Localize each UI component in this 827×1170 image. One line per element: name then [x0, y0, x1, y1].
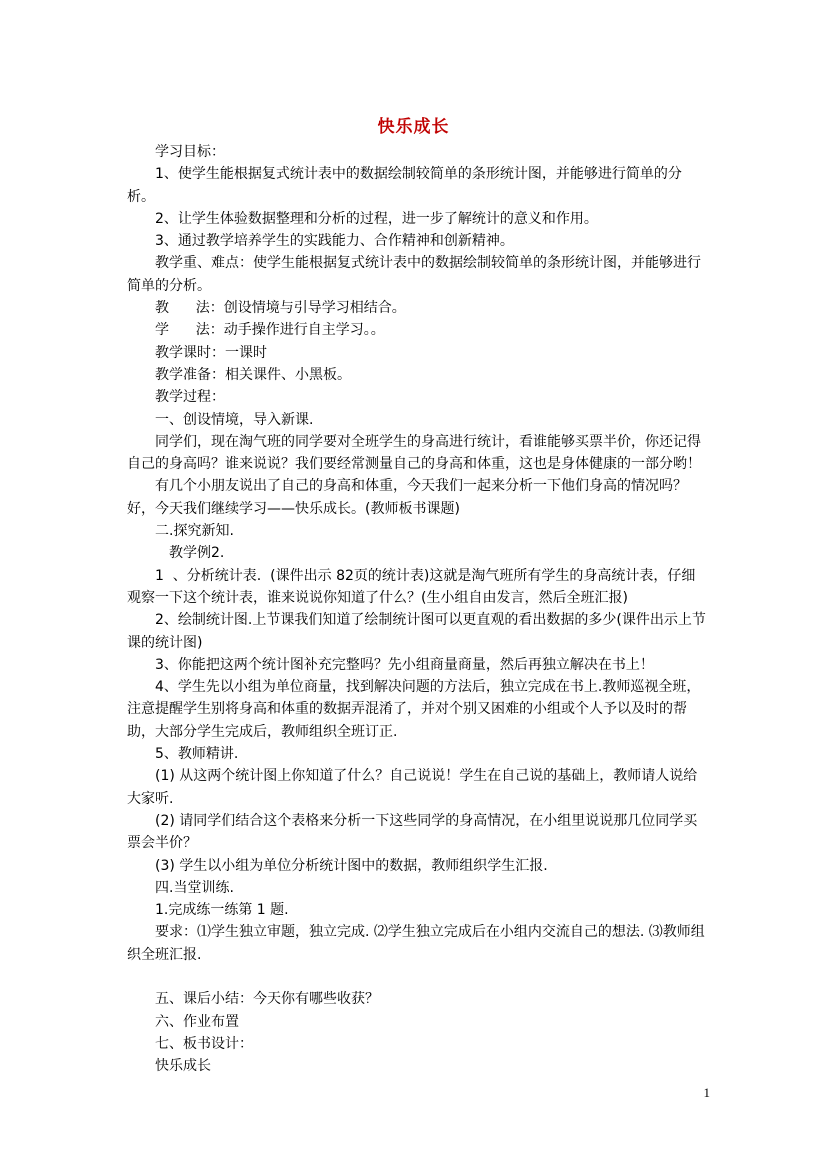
explain-item-2: (2) 请同学们结合这个表格来分析一下这些同学的身高情况，在小组里说说那几位同学买票会半价？ — [127, 812, 698, 852]
explore-item-3: 3、你能把这两个统计图补充完整吗？先小组商量商量，然后再独立解决在书上！ — [155, 656, 654, 673]
step-heading-4: 四.当堂训练. — [155, 879, 234, 896]
explain-item-1: (1) 从这两个统计图上你知道了什么？自己说说！学生在自己说的基础上，教师请人说给大家听. — [127, 768, 698, 807]
explore-item-2: 2、绘制统计图.上节课我们知道了绘制统计图可以更直观的看出数据的多少(课件出示上节课的统计图) — [127, 612, 706, 651]
requirements-paragraph: 要求：⑴学生独立审题，独立完成. ⑵学生独立完成后在小组内交流自己的想法. ⑶教师组织全班汇报. — [127, 924, 705, 963]
objective-item-1: 1、使学生能根据复式统计表中的数据绘制较简单的条形统计图，并能够进行简单的分析。 — [127, 166, 682, 205]
blank-line — [127, 966, 707, 988]
page-title: 快乐成长 — [377, 117, 450, 137]
preparation-line: 教学准备：相关课件、小黑板。 — [155, 366, 351, 383]
objective-item-3: 3、通过教学培养学生的实践能力、合作精神和创新精神。 — [155, 233, 514, 250]
section-heading-objectives: 学习目标： — [155, 144, 225, 160]
document-body — [127, 141, 707, 1077]
explain-item-3: (3) 学生以小组为单位分析统计图中的数据，教师组织学生汇报. — [155, 857, 548, 874]
explore-item-5: 5、教师精讲. — [155, 746, 239, 763]
step-heading-7: 七、板书设计： — [155, 1035, 253, 1052]
section-heading-process: 教学过程： — [155, 389, 225, 406]
practice-item-1: 1.完成练一练第 1 题. — [155, 902, 289, 919]
explore-item-4: 4、学生先以小组为单位商量，找到解决问题的方法后，独立完成在书上.教师巡视全班，注意提醒学生别将身高和体重的数据弄混淆了，并对个别又困难的小组或个人予以及时的帮助，大部分学生完成后，教师组织全班订正. — [127, 679, 701, 740]
intro-paragraph-1: 同学们，现在淘气班的同学要对全班学生的身高进行统计，看谁能够买票半价，你还记得自己的身高吗？谁来说说？我们要经常测量自己的身高和体重，这也是身体健康的一部分哟！ — [127, 433, 701, 473]
teaching-method-line: 教 法：创设情境与引导学习相结合。 — [155, 300, 406, 317]
step-heading-1: 一、创设情境，导入新课. — [155, 411, 314, 428]
example-heading: 教学例2. — [169, 545, 225, 562]
step-heading-5: 五、课后小结：今天你有哪些收获？ — [155, 991, 379, 1008]
step-heading-6: 六、作业布置 — [155, 1013, 239, 1030]
key-points-paragraph: 教学重、难点：使学生能根据复式统计表中的数据绘制较简单的条形统计图，并能够进行简单的分析。 — [127, 255, 701, 294]
intro-paragraph-2: 有几个小朋友说出了自己的身高和体重，今天我们一起来分析一下他们身高的情况吗？好，今天我们继续学习——快乐成长。(教师板书课题) — [127, 478, 687, 517]
class-hours-line: 教学课时：一课时 — [155, 344, 267, 361]
explore-item-1: 1 、分析统计表. (课件出示 82页的统计表)这就是淘气班所有学生的身高统计表，仔细观察一下这个统计表，谁来说说你知道了什么？(生小组自由发言，然后全班汇报) — [127, 567, 696, 606]
board-title: 快乐成长 — [155, 1058, 211, 1075]
objective-item-2: 2、让学生体验数据整理和分析的过程，进一步了解统计的意义和作用。 — [155, 210, 598, 227]
learning-method-line: 学 法：动手操作进行自主学习。。 — [155, 322, 385, 339]
page-number: 1 — [703, 1085, 710, 1100]
step-heading-2: 二.探究新知. — [155, 523, 234, 540]
